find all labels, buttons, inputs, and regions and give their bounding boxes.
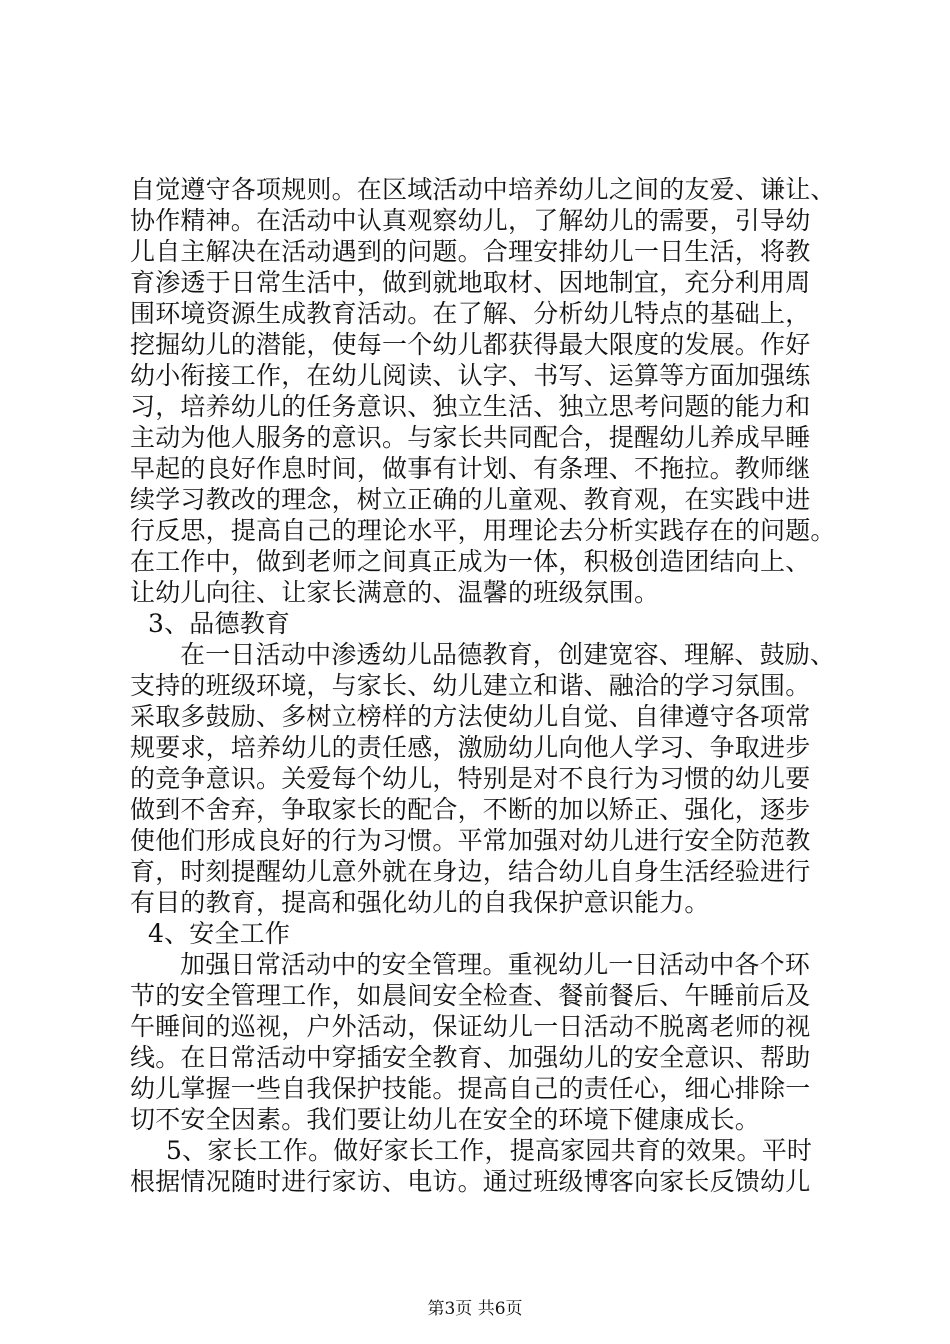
text-line: 习，培养幼儿的任务意识、独立生活、独立思考问题的能力和 [130,392,811,421]
page-number: 第3页 共6页 [427,1299,523,1319]
text-line: 行反思，提高自己的理论水平，用理论去分析实践存在的问题。 [130,516,836,545]
text-line: 育，时刻提醒幼儿意外就在身边，结合幼儿自身生活经验进行 [130,857,811,886]
text-line: 让幼儿向往、让家长满意的、温馨的班级氛围。 [130,578,660,607]
text-line: 儿自主解决在活动遇到的问题。合理安排幼儿一日生活，将教 [130,237,811,266]
text-line: 线。在日常活动中穿插安全教育、加强幼儿的安全意识、帮助 [130,1043,811,1072]
text-line: 早起的良好作息时间，做事有计划、有条理、不拖拉。教师继 [130,454,811,483]
text-line: 主动为他人服务的意识。与家长共同配合，提醒幼儿养成早睡 [130,423,811,452]
text-line: 切不安全因素。我们要让幼儿在安全的环境下健康成长。 [130,1105,761,1134]
text-line: 协作精神。在活动中认真观察幼儿，了解幼儿的需要，引导幼 [130,206,811,235]
text-line: 围环境资源生成教育活动。在了解、分析幼儿特点的基础上， [130,299,811,328]
text-line: 自觉遵守各项规则。在区域活动中培养幼儿之间的友爱、谦让、 [130,175,836,204]
text-line: 有目的教育，提高和强化幼儿的自我保护意识能力。 [130,888,710,917]
text-line: 加强日常活动中的安全管理。重视幼儿一日活动中各个环 [180,950,811,979]
text-line: 幼儿掌握一些自我保护技能。提高自己的责任心，细心排除一 [130,1074,811,1103]
text-line: 挖掘幼儿的潜能，使每一个幼儿都获得最大限度的发展。作好 [130,330,811,359]
text-line: 使他们形成良好的行为习惯。平常加强对幼儿进行安全防范教 [130,826,811,855]
section-heading-moral-education: 3、品德教育 [148,609,291,638]
text-line: 根据情况随时进行家访、电访。通过班级博客向家长反馈幼儿 [130,1167,811,1196]
text-line: 续学习教改的理念，树立正确的儿童观、教育观，在实践中进 [130,485,811,514]
text-line: 的竞争意识。关爱每个幼儿，特别是对不良行为习惯的幼儿要 [130,764,811,793]
text-line: 在工作中，做到老师之间真正成为一体，积极创造团结向上、 [130,547,811,576]
text-line: 节的安全管理工作，如晨间安全检查、餐前餐后、午睡前后及 [130,981,811,1010]
text-line: 规要求，培养幼儿的责任感，激励幼儿向他人学习、争取进步 [130,733,811,762]
text-line: 支持的班级环境，与家长、幼儿建立和谐、融洽的学习氛围。 [130,671,811,700]
section-heading-safety-work: 4、安全工作 [148,919,291,948]
text-line: 午睡间的巡视，户外活动，保证幼儿一日活动不脱离老师的视 [130,1012,811,1041]
section-heading-parent-work: 5、家长工作。做好家长工作，提高家园共育的效果。平时 [166,1136,813,1165]
text-line: 采取多鼓励、多树立榜样的方法使幼儿自觉、自律遵守各项常 [130,702,811,731]
text-line: 做到不舍弃，争取家长的配合，不断的加以矫正、强化，逐步 [130,795,811,824]
text-line: 幼小衔接工作，在幼儿阅读、认字、书写、运算等方面加强练 [130,361,811,390]
text-line: 育渗透于日常生活中，做到就地取材、因地制宜，充分利用周 [130,268,811,297]
document-body [130,174,836,1197]
text-line: 在一日活动中渗透幼儿品德教育，创建宽容、理解、鼓励、 [180,640,836,669]
